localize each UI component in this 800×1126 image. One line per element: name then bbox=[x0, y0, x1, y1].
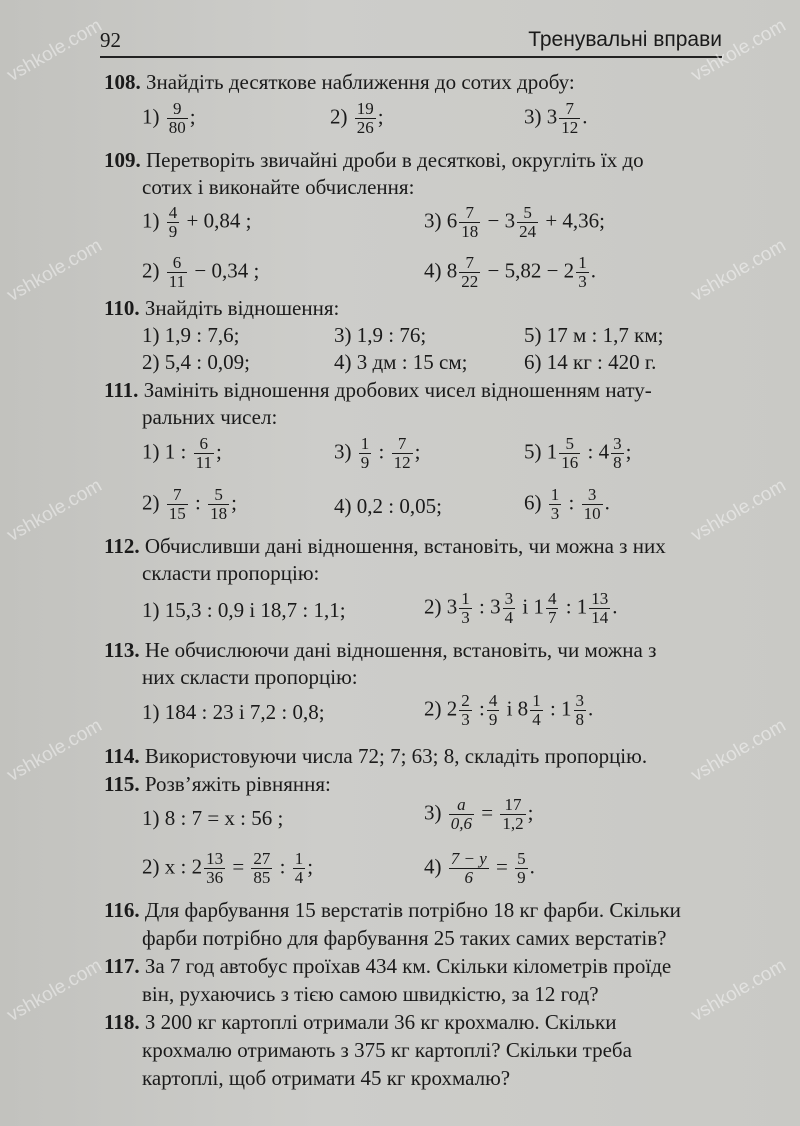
math-text: Замініть відношення дробових чисел відношенням нату- bbox=[143, 378, 652, 402]
fraction bbox=[167, 204, 180, 241]
math-text: 8 bbox=[613, 453, 622, 472]
fraction bbox=[167, 486, 188, 523]
exercise-115-item-2 bbox=[142, 850, 313, 887]
fraction bbox=[293, 850, 306, 887]
math-text: 4) bbox=[424, 854, 442, 879]
exercise-108-item-2 bbox=[330, 100, 384, 137]
math-text: 9 bbox=[517, 868, 526, 887]
exercise-113-item-1: 1) 184 : 23 і 7,2 : 0,8; bbox=[142, 700, 325, 724]
exercise-113-item-2 bbox=[424, 692, 593, 729]
exercise-118-title bbox=[104, 1012, 616, 1033]
math-text: 1) 1 : bbox=[142, 439, 187, 464]
fraction bbox=[459, 590, 472, 627]
math-text: 9 bbox=[167, 100, 188, 119]
fraction bbox=[204, 850, 225, 887]
exercise-115-title bbox=[104, 774, 331, 795]
math-text: 1 bbox=[578, 253, 587, 272]
math-text: 109. bbox=[104, 148, 141, 172]
exercise-113-title bbox=[104, 640, 656, 661]
fraction bbox=[589, 590, 610, 627]
math-text: 3 bbox=[582, 486, 603, 505]
watermark-text: vshkole.com bbox=[3, 475, 106, 547]
math-text: . bbox=[588, 696, 594, 721]
math-text: 3 bbox=[550, 504, 560, 523]
exercise-110-title bbox=[104, 298, 339, 319]
fraction bbox=[559, 435, 580, 472]
exercise-113-line-2: них скласти пропорцію: bbox=[142, 665, 358, 689]
math-text: − 5,82 − 2 bbox=[487, 258, 575, 283]
math-text: 18 bbox=[210, 504, 228, 523]
math-text: − 3 bbox=[487, 208, 516, 233]
math-text: 24 bbox=[519, 222, 537, 241]
math-text: = bbox=[496, 854, 508, 879]
math-text: 3 bbox=[578, 272, 587, 291]
math-text: 113. bbox=[104, 638, 140, 662]
math-text: 10 bbox=[583, 504, 601, 523]
math-text: 9 bbox=[488, 710, 498, 729]
math-text: 2) bbox=[330, 104, 348, 129]
fraction bbox=[611, 435, 624, 472]
exercise-117-title bbox=[104, 956, 671, 977]
math-text: 3) bbox=[524, 104, 542, 129]
exercise-112-item-2 bbox=[424, 590, 618, 627]
math-text: 26 bbox=[356, 118, 374, 137]
math-text: = bbox=[481, 800, 494, 825]
exercise-109-line-2 bbox=[142, 177, 414, 198]
math-text: 3 bbox=[504, 589, 514, 608]
math-text: 17 bbox=[500, 796, 525, 815]
fraction bbox=[530, 692, 543, 729]
exercise-110-item-4: 4) 3 дм : 15 см; bbox=[334, 350, 468, 374]
math-text: 2) x : 2 bbox=[142, 854, 203, 879]
math-text: 112. bbox=[104, 534, 140, 558]
math-text: 5 bbox=[517, 204, 538, 223]
math-text: 6) bbox=[524, 490, 542, 515]
math-text: Розв’яжіть рівняння: bbox=[144, 772, 331, 796]
math-text: ; bbox=[189, 104, 196, 129]
math-text: 3) bbox=[424, 208, 442, 233]
exercise-110-item-1: 1) 1,9 : 7,6; bbox=[142, 323, 240, 347]
watermark-text: vshkole.com bbox=[687, 235, 790, 307]
math-text: 7 bbox=[547, 608, 557, 627]
math-text: ; bbox=[414, 439, 421, 464]
math-text: 8 bbox=[446, 258, 458, 283]
fraction bbox=[459, 692, 472, 729]
math-text: і 1 bbox=[522, 594, 544, 619]
math-text: 1 bbox=[550, 485, 560, 504]
exercise-111-item-4: 4) 0,2 : 0,05; bbox=[334, 494, 442, 518]
math-text: : 1 bbox=[549, 696, 572, 721]
fraction bbox=[449, 796, 474, 833]
page-header bbox=[100, 22, 722, 56]
math-text: = bbox=[232, 854, 245, 879]
math-text: . bbox=[604, 490, 610, 515]
exercise-115-item-1: 1) 8 : 7 = x : 56 ; bbox=[142, 806, 284, 830]
fraction bbox=[576, 254, 589, 291]
math-text: Обчисливши дані відношення, встановіть, чи можна з них bbox=[144, 534, 666, 558]
exercise-118-line-2: крохмалю отримають з 375 кг картоплі? Скільки треба bbox=[142, 1038, 632, 1062]
math-text: . bbox=[612, 594, 618, 619]
exercise-111-item-5 bbox=[524, 435, 631, 472]
math-text: 12 bbox=[561, 118, 579, 137]
math-text: 9 bbox=[168, 222, 178, 241]
exercise-108-item-3 bbox=[524, 100, 588, 137]
math-text: : 1 bbox=[565, 594, 588, 619]
math-text: 5 bbox=[208, 486, 229, 505]
fraction bbox=[546, 590, 559, 627]
math-text: Перетворіть звичайні дроби в десяткові, округліть їх до bbox=[146, 148, 644, 172]
math-text: 19 bbox=[356, 99, 374, 118]
fraction bbox=[449, 850, 489, 887]
math-text: : bbox=[378, 439, 385, 464]
math-text: 22 bbox=[461, 272, 479, 291]
fraction bbox=[459, 204, 480, 241]
math-text: 27 bbox=[253, 849, 271, 868]
math-text: 111. bbox=[104, 378, 139, 402]
math-text: 2) bbox=[142, 490, 160, 515]
exercise-117-line-2: він, рухаючись з тією самою швидкістю, за 12 год? bbox=[142, 982, 599, 1006]
math-text: 114. bbox=[104, 744, 140, 768]
math-text: ; bbox=[377, 104, 384, 129]
header-rule bbox=[100, 56, 722, 58]
math-text: . bbox=[590, 258, 596, 283]
exercise-111-item-6 bbox=[524, 486, 610, 523]
math-text: 6 bbox=[194, 435, 214, 454]
math-text: ; bbox=[215, 439, 222, 464]
math-text: a bbox=[449, 796, 474, 815]
math-text: 8 bbox=[575, 710, 585, 729]
math-text: За 7 год автобус проїхав 434 км. Скільки кілометрів проїде bbox=[144, 954, 672, 978]
exercise-111-item-3 bbox=[334, 435, 420, 472]
exercise-116-title bbox=[104, 900, 681, 921]
math-text: 4 bbox=[504, 608, 514, 627]
math-text: 108. bbox=[104, 70, 141, 94]
math-text: 1 bbox=[461, 589, 470, 608]
math-text: ; bbox=[527, 800, 534, 825]
math-text: 11 bbox=[195, 453, 212, 472]
math-text: 1 bbox=[294, 849, 304, 868]
math-text: 14 bbox=[591, 608, 609, 627]
math-text: 118. bbox=[104, 1010, 140, 1034]
exercise-114 bbox=[104, 746, 647, 767]
math-text: : bbox=[568, 490, 575, 515]
math-text: сотих і виконайте обчислення: bbox=[142, 175, 415, 199]
math-text: 16 bbox=[561, 453, 579, 472]
exercise-116-line-2: фарби потрібно для фарбування 25 таких самих верстатів? bbox=[142, 926, 667, 950]
math-text: 7 bbox=[559, 100, 580, 119]
math-text: 4 bbox=[488, 691, 498, 710]
math-text: 5 bbox=[517, 849, 526, 868]
math-text: : 3 bbox=[479, 594, 501, 619]
watermark-text: vshkole.com bbox=[687, 955, 790, 1027]
exercise-109-title bbox=[104, 150, 644, 171]
fraction bbox=[355, 100, 376, 137]
exercise-109-item-1 bbox=[142, 204, 251, 241]
math-text: 1) bbox=[142, 104, 160, 129]
math-text: 6 bbox=[446, 208, 458, 233]
exercise-109-item-2 bbox=[142, 254, 259, 291]
exercise-110-item-5: 5) 17 м : 1,7 км; bbox=[524, 323, 664, 347]
math-text: 4 bbox=[547, 589, 557, 608]
exercise-108-title bbox=[104, 72, 575, 93]
watermark-text: vshkole.com bbox=[3, 15, 106, 87]
exercise-110-item-6: 6) 14 кг : 420 г. bbox=[524, 350, 657, 374]
exercise-110-item-3: 3) 1,9 : 76; bbox=[334, 323, 427, 347]
fraction bbox=[459, 254, 480, 291]
math-text: : bbox=[279, 854, 286, 879]
exercise-108-item-1 bbox=[142, 100, 196, 137]
fraction bbox=[503, 590, 516, 627]
fraction bbox=[167, 254, 187, 291]
fraction bbox=[167, 100, 188, 137]
math-text: 3) bbox=[334, 439, 352, 464]
fraction bbox=[582, 486, 603, 523]
exercise-112-line-2: скласти пропорцію: bbox=[142, 561, 320, 585]
math-text: 4) bbox=[424, 258, 442, 283]
math-text: 7 bbox=[167, 486, 188, 505]
math-text: Не обчислюючи дані відношення, встановіть, чи можна з bbox=[144, 638, 657, 662]
math-text: 15 bbox=[168, 504, 186, 523]
math-text: 11 bbox=[168, 272, 186, 291]
math-text: 4 bbox=[532, 710, 541, 729]
math-text: 3) bbox=[424, 800, 442, 825]
exercise-111-item-2 bbox=[142, 486, 237, 523]
exercise-109-item-4 bbox=[424, 254, 596, 291]
fraction bbox=[208, 486, 229, 523]
math-text: 7 bbox=[459, 254, 480, 273]
math-text: 6 bbox=[167, 254, 187, 273]
math-text: 117. bbox=[104, 954, 140, 978]
exercise-111-item-1 bbox=[142, 435, 222, 472]
math-text: 9 bbox=[360, 453, 370, 472]
math-text: Знайдіть відношення: bbox=[144, 296, 340, 320]
math-text: 13 bbox=[591, 589, 609, 608]
fraction bbox=[515, 850, 528, 887]
fraction bbox=[559, 100, 580, 137]
math-text: Для фарбування 15 верстатів потрібно 18 кг фарби. Скільки bbox=[144, 898, 681, 922]
fraction bbox=[500, 796, 525, 833]
math-text: 2) bbox=[142, 258, 160, 283]
section-title: Тренувальні вправи bbox=[528, 28, 722, 51]
fraction bbox=[549, 486, 562, 523]
math-text: 5 bbox=[559, 435, 580, 454]
math-text: 115. bbox=[104, 772, 140, 796]
fraction bbox=[574, 692, 587, 729]
math-text: 7 − y bbox=[450, 849, 487, 868]
math-text: 1) bbox=[142, 208, 160, 233]
math-text: . bbox=[582, 104, 588, 129]
math-text: 13 bbox=[206, 849, 224, 868]
math-text: + 4,36; bbox=[545, 208, 606, 233]
math-text: 18 bbox=[461, 222, 479, 241]
math-text: Використовуючи числа 72; 7; 63; 8, складіть пропорцію. bbox=[144, 744, 648, 768]
math-text: 110. bbox=[104, 296, 140, 320]
math-text: 3 bbox=[461, 608, 470, 627]
math-text: 6 bbox=[464, 868, 474, 887]
math-text: 4 bbox=[168, 203, 178, 222]
math-text: ; bbox=[231, 490, 237, 515]
math-text: 5) 1 bbox=[524, 439, 558, 464]
math-text: 1 bbox=[532, 691, 541, 710]
math-text: 3 bbox=[613, 434, 622, 453]
math-text: 0,6 bbox=[450, 814, 472, 833]
math-text: 3 bbox=[461, 710, 470, 729]
math-text: 80 bbox=[168, 118, 186, 137]
math-text: 116. bbox=[104, 898, 140, 922]
exercise-109-item-3 bbox=[424, 204, 605, 241]
math-text: : bbox=[195, 490, 201, 515]
exercise-111-line-2: ральних чисел: bbox=[142, 405, 278, 429]
math-text: 1 bbox=[360, 434, 370, 453]
watermark-text: vshkole.com bbox=[3, 715, 106, 787]
watermark-text: vshkole.com bbox=[3, 955, 106, 1027]
fraction bbox=[487, 692, 500, 729]
watermark-text: vshkole.com bbox=[687, 475, 790, 547]
math-text: ; bbox=[307, 854, 314, 879]
exercise-112-title bbox=[104, 536, 666, 557]
math-text: 1,2 bbox=[502, 814, 524, 833]
math-text: − 0,34 ; bbox=[194, 258, 260, 283]
math-text: З 200 кг картоплі отримали 36 кг крохмалю. Скільки bbox=[144, 1010, 617, 1034]
fraction bbox=[194, 435, 214, 472]
math-text: і 8 bbox=[506, 696, 529, 721]
fraction bbox=[517, 204, 538, 241]
exercise-115-item-4 bbox=[424, 850, 535, 887]
math-text: 2 bbox=[461, 691, 470, 710]
math-text: . bbox=[529, 854, 535, 879]
exercise-112-item-1: 1) 15,3 : 0,9 і 18,7 : 1,1; bbox=[142, 598, 346, 622]
math-text: 2) 2 bbox=[424, 696, 458, 721]
watermark-text: vshkole.com bbox=[687, 715, 790, 787]
exercise-111-title bbox=[104, 380, 652, 401]
math-text: + 0,84 ; bbox=[186, 208, 252, 233]
exercise-118-line-3: картоплі, щоб отримати 45 кг крохмалю? bbox=[142, 1066, 511, 1090]
fraction bbox=[392, 435, 413, 472]
math-text: 2) 3 bbox=[424, 594, 458, 619]
math-text: 3 bbox=[575, 691, 585, 710]
math-text: 7 bbox=[392, 435, 413, 454]
math-text: 36 bbox=[206, 868, 224, 887]
math-text: : bbox=[479, 696, 485, 721]
math-text: 12 bbox=[393, 453, 411, 472]
fraction bbox=[251, 850, 272, 887]
fraction bbox=[359, 435, 372, 472]
watermark-text: vshkole.com bbox=[687, 15, 790, 87]
math-text: : 4 bbox=[587, 439, 610, 464]
exercise-110-item-2: 2) 5,4 : 0,09; bbox=[142, 350, 250, 374]
math-text: 85 bbox=[253, 868, 271, 887]
math-text: Знайдіть десяткове наближення до сотих дробу: bbox=[146, 70, 575, 94]
math-text: 3 bbox=[546, 104, 558, 129]
math-text: ; bbox=[625, 439, 632, 464]
watermark-text: vshkole.com bbox=[3, 235, 106, 307]
exercise-115-item-3 bbox=[424, 796, 533, 833]
page-number: 92 bbox=[100, 28, 121, 52]
math-text: 4 bbox=[294, 868, 304, 887]
math-text: 7 bbox=[459, 204, 480, 223]
